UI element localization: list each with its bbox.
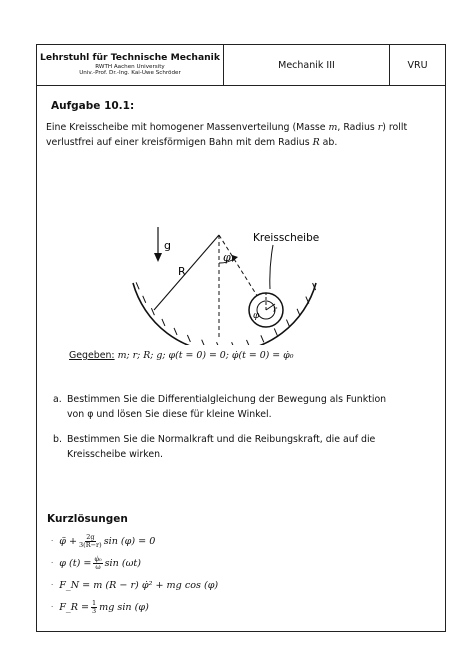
question-list <box>53 393 403 473</box>
question-text: Bestimmen Sie die Differentialgleichung der Bewegung als Funktion von φ und lösen Sie diese für kleine Winkel. <box>67 394 387 420</box>
hatch-mark <box>274 328 277 335</box>
solution-bullet: · <box>51 537 54 545</box>
solution-item <box>51 574 391 596</box>
solution-term: F_N = m (R − r) φ̇² + mg cos (φ) <box>59 579 219 591</box>
solution-item <box>51 530 391 552</box>
fraction-denominator: 3(R−r) <box>79 540 102 549</box>
solution-term: mg sin (φ) <box>99 601 149 613</box>
fraction-numerator: 2g <box>86 532 95 541</box>
sheet-header <box>37 45 445 86</box>
fraction-numerator: φ̇₀ <box>94 554 102 563</box>
hatch-mark <box>217 342 220 345</box>
solution-term: F_R = <box>59 601 89 613</box>
fraction-numerator: 1 <box>92 598 97 607</box>
statement-text: ab. <box>319 136 338 148</box>
disk-radius-label: r <box>273 305 277 314</box>
solution-term: φ̈ + <box>59 535 78 547</box>
professor-name: Univ.-Prof. Dr.-Ing. Kai-Uwe Schröder <box>79 70 181 77</box>
hatch-mark <box>162 319 165 326</box>
track-hatching <box>136 282 315 345</box>
fraction-denominator: ω <box>95 562 101 571</box>
solutions-title: Kurzlösungen <box>47 513 128 525</box>
hatch-mark <box>286 320 289 327</box>
angle-label: φ <box>223 251 231 264</box>
hatch-mark <box>174 328 177 335</box>
solution-bullet: · <box>51 581 54 589</box>
circular-track <box>133 283 316 345</box>
gravity-label: g <box>164 239 171 252</box>
institute-cell <box>37 45 224 85</box>
hatch-mark <box>297 309 300 316</box>
disk-angle-label: φ <box>253 311 260 321</box>
solution-fraction <box>91 600 97 615</box>
question-letter: a. <box>53 394 62 405</box>
statement-math: r <box>377 122 383 133</box>
solutions-list <box>51 530 391 618</box>
solution-term: sin (φ) = 0 <box>103 535 156 547</box>
hatch-mark <box>143 296 146 303</box>
disk-callout-line <box>270 245 273 289</box>
question-b <box>53 433 403 462</box>
solution-item <box>51 596 391 618</box>
solution-bullet: · <box>51 559 54 567</box>
question-a <box>53 393 403 422</box>
exercise-sheet <box>36 44 446 632</box>
statement-text: , Radius <box>337 122 378 133</box>
task-statement <box>46 121 416 150</box>
disk-label: Kreisscheibe <box>253 232 320 244</box>
statement-text: ) rollt verlustfrei auf einer kreisförmigen Bahn mit dem Radius <box>46 122 408 148</box>
course-code: VRU <box>407 59 428 71</box>
university-name: RWTH Aachen University <box>95 63 165 70</box>
fraction-denominator: 3 <box>92 606 97 615</box>
hatch-mark <box>202 340 205 345</box>
statement-text: Eine Kreisscheibe mit homogener Massenverteilung (Masse <box>46 122 329 133</box>
course-name: Mechanik III <box>224 45 390 85</box>
solution-fraction <box>93 556 102 571</box>
institute-name: Lehrstuhl für Technische Mechanik <box>40 52 220 64</box>
statement-math: m <box>328 122 338 133</box>
given-label: Gegeben: <box>69 350 115 361</box>
solution-item <box>51 552 391 574</box>
solution-fraction <box>79 534 102 549</box>
hatch-mark <box>187 335 190 342</box>
hatch-mark <box>247 340 250 345</box>
hatch-mark <box>261 335 264 342</box>
question-letter: b. <box>53 434 62 446</box>
question-text: Bestimmen Sie die Normalkraft und die Reibungskraft, die auf die Kreisscheibe wirken. <box>67 434 376 460</box>
solution-term: sin (ωt) <box>104 557 141 569</box>
statement-math: R <box>312 136 320 148</box>
pendulum-figure <box>37 175 445 345</box>
gravity-arrow-head <box>154 253 162 262</box>
given-value: m; r; R; g; φ(t = 0) = 0; φ̇(t = 0) = φ̇₀ <box>117 350 294 361</box>
solution-term: φ (t) = <box>59 557 92 569</box>
solution-bullet: · <box>51 603 54 611</box>
track-radius-label: R <box>178 265 186 278</box>
hatch-mark <box>232 342 235 345</box>
task-title: Aufgabe 10.1: <box>51 100 135 112</box>
hatch-mark <box>136 282 139 289</box>
given-values <box>69 350 293 361</box>
